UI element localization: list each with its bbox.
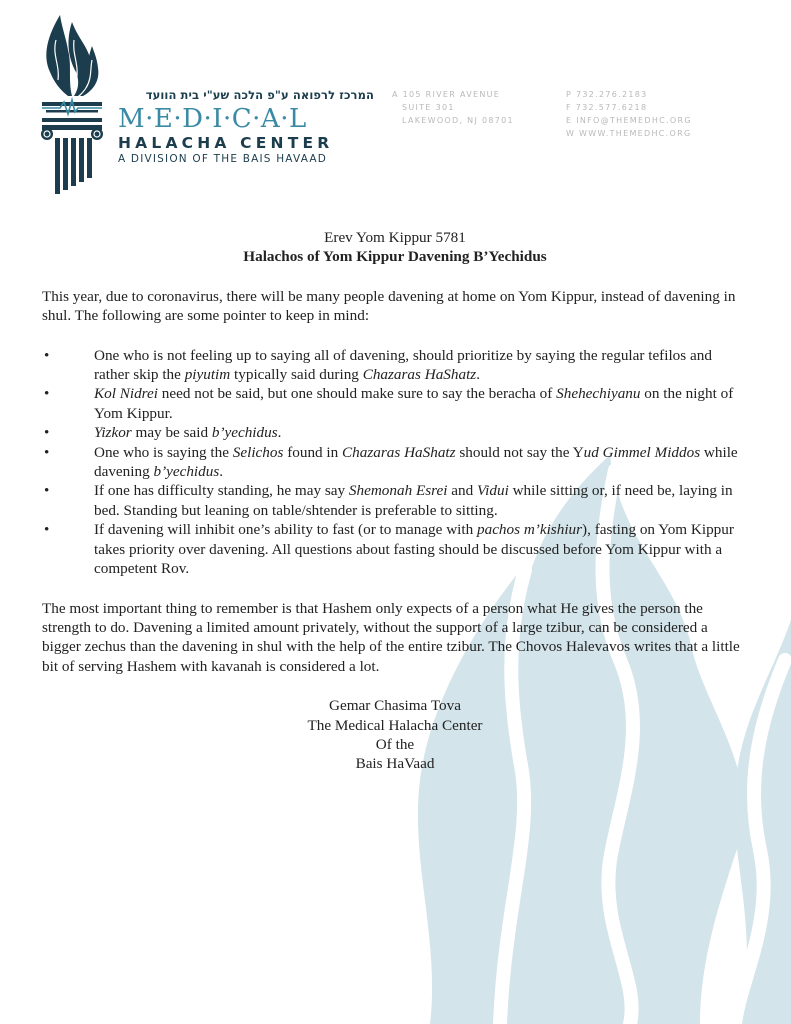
address-block <box>392 88 514 127</box>
italic-term: Vidui <box>477 482 509 500</box>
date-line: Erev Yom Kippur 5781 <box>324 229 466 246</box>
document-title: Halachos of Yom Kippur Davening B’Yechidus <box>243 248 547 266</box>
list-item <box>42 443 748 482</box>
letter-body <box>42 228 748 774</box>
contact-block <box>566 88 692 140</box>
text-run: while davening <box>94 443 738 481</box>
text-run: One who is saying the <box>94 443 233 461</box>
bullet-icon: • <box>44 443 50 461</box>
phone-number: P 732.276.2183 <box>566 90 648 99</box>
italic-term: pachos m’kishiur <box>477 521 583 539</box>
org-division: A DIVISION OF THE BAIS HAVAAD <box>118 153 328 165</box>
italic-term: Yizkor <box>94 424 132 442</box>
org-wordmark <box>118 88 378 166</box>
text-run: . <box>277 424 282 442</box>
italic-term: Shehechiyanu <box>556 385 641 403</box>
bullet-icon: • <box>44 346 50 364</box>
italic-term: piyutim <box>184 366 231 384</box>
text-run: typically said during <box>230 366 363 384</box>
fax-number: F 732.577.6218 <box>566 103 648 112</box>
org-name-sub: HALACHA CENTER <box>118 134 334 152</box>
bullet-icon: • <box>44 385 50 403</box>
list-item <box>42 481 748 520</box>
org-hebrew-name: המרכז לרפואה ע"פ הלכה שע"י בית הוועד <box>145 88 374 102</box>
signoff-block <box>42 696 748 774</box>
intro-paragraph: This year, due to coronavirus, there will be many people davening at home on Yom Kippur, instead of davening in shul. The following are some pointer to keep in mind: <box>42 287 736 325</box>
signoff-parent-org: Bais HaVaad <box>355 755 435 773</box>
text-run: found in <box>283 443 343 461</box>
signoff-org: The Medical Halacha Center <box>307 716 483 734</box>
list-item <box>42 384 748 423</box>
bullet-icon: • <box>44 482 50 500</box>
italic-term: b’yechidus <box>153 463 220 481</box>
text-run: . <box>219 463 224 481</box>
torch-column-logo-icon <box>38 10 108 195</box>
italic-term: b’yechidus <box>211 424 278 442</box>
address-line: SUITE 301 <box>402 103 455 112</box>
list-item <box>42 423 748 442</box>
italic-term: Selichos <box>232 443 284 461</box>
halacha-points-list <box>42 346 748 579</box>
text-run: should not say the Y <box>455 443 584 461</box>
italic-term: Chazaras HaShatz <box>342 443 456 461</box>
text-run: need not be said, but one should make sure to say the beracha of <box>158 385 557 403</box>
italic-term: Kol Nidrei <box>94 385 158 403</box>
text-run: If davening will inhibit one’s ability to fast (or to manage with <box>94 521 477 539</box>
website-address: W WWW.THEMEDHC.ORG <box>566 129 692 138</box>
bullet-icon: • <box>44 424 50 442</box>
text-run: . <box>476 366 481 384</box>
list-item <box>42 346 748 385</box>
address-line: A 105 RIVER AVENUE <box>392 90 501 99</box>
text-run: on the night of Yom Kippur. <box>94 385 734 422</box>
text-run: ), fasting on Yom Kippur takes priority over davening. All questions about fasting should be discussed before Yom Kippur with a competent Rov. <box>94 521 734 578</box>
text-run: while sitting or, if need be, laying in bed. Standing but leaning on table/shtender is preferable to sitting. <box>94 482 733 519</box>
org-logo <box>38 10 374 195</box>
text-run: may be said <box>131 424 212 442</box>
list-item <box>42 520 748 578</box>
org-name-main: M·E·D·I·C·A·L <box>118 104 307 134</box>
italic-term: ud Gimmel Middos <box>583 443 701 461</box>
italic-term: Shemonah Esrei <box>348 482 448 500</box>
signoff-of: Of the <box>375 735 415 753</box>
bullet-icon: • <box>44 521 50 539</box>
signoff-greeting: Gemar Chasima Tova <box>329 697 461 715</box>
italic-term: Chazaras HaShatz <box>362 366 477 384</box>
text-run: One who is not feeling up to saying all of davening, should prioritize by saying the regular tefilos and rather skip the <box>94 346 712 384</box>
text-run: and <box>447 482 478 500</box>
closing-paragraph: The most important thing to remember is that Hashem only expects of a person what He gives the person the strength to do. Davening a limited amount privately, without the support of a large tzibur, can be considered a bigger zechus than the davening in shul with the help of the entire tzibur. The Chovos Halevavos writes that a little bit of serving Hashem with kavanah is considered a lot. <box>42 599 740 675</box>
email-address: E INFO@THEMEDHC.ORG <box>566 116 692 125</box>
address-line: LAKEWOOD, NJ 08701 <box>402 116 514 125</box>
text-run: If one has difficulty standing, he may say <box>94 482 349 500</box>
